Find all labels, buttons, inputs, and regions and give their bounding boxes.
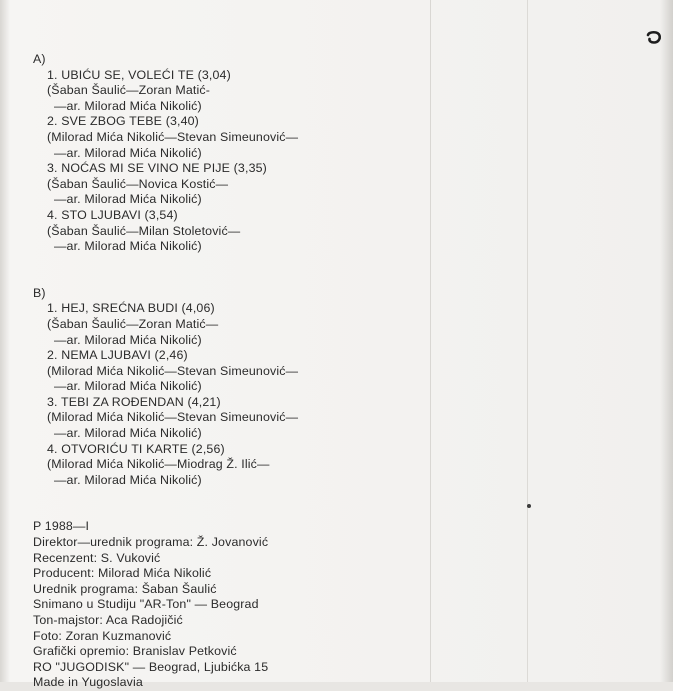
- credits-gap: [33, 488, 298, 519]
- left-edge-shadow: [0, 0, 10, 682]
- side-a-track-1-credits-line-2: —ar. Milorad Mića Nikolić): [54, 98, 202, 113]
- side-a-track-3-credits-line-2: —ar. Milorad Mića Nikolić): [54, 192, 202, 207]
- side-b-track-4-credits-line-1: (Milorad Mića Nikolić—Miodrag Ž. Ilić—: [47, 457, 270, 472]
- side-a-track-3-credits-line-1: (Šaban Šaulić—Novica Kostić—: [47, 176, 229, 191]
- side-b-track-4-credits-line-2: —ar. Milorad Mića Nikolić): [54, 472, 202, 487]
- credit-graphic-design: Grafički opremio: Branislav Petković: [33, 644, 237, 659]
- credit-label-address: RO "JUGODISK" — Beograd, Ljubićka 15: [33, 659, 269, 674]
- right-edge-shadow: [660, 0, 673, 682]
- side-a-track-1-credits-line-1: (Šaban Šaulić—Zoran Matić-: [47, 83, 210, 98]
- side-b-track-2-title: 2. NEMA LJUBAVI (2,46): [47, 348, 188, 363]
- side-b-label: B): [33, 285, 46, 300]
- track-listing: [33, 52, 298, 691]
- side-a-track-4-credits-line-1: (Šaban Šaulić—Milan Stoletović—: [47, 223, 241, 238]
- side-b-track-1-credits-line-1: (Šaban Šaulić—Zoran Matić—: [47, 316, 219, 331]
- credit-studio: Snimano u Studiju "AR-Ton" — Beograd: [33, 597, 259, 612]
- jugodisk-logo-icon: [645, 28, 663, 46]
- side-b-track-2-credits-line-1: (Milorad Mića Nikolić—Stevan Simeunović—: [47, 363, 299, 378]
- side-a-track-2-title: 2. SVE ZBOG TEBE (3,40): [47, 114, 199, 129]
- side-b-track-3-credits-line-1: (Milorad Mića Nikolić—Stevan Simeunović—: [47, 410, 299, 425]
- credit-reviewer: Recenzent: S. Vuković: [33, 550, 161, 565]
- credit-director: Direktor—urednik programa: Ž. Jovanović: [33, 535, 269, 550]
- side-gap: [33, 255, 298, 286]
- side-b-track-2-credits-line-2: —ar. Milorad Mića Nikolić): [54, 379, 202, 394]
- fold-line-2: [527, 0, 528, 682]
- side-a-track-2-credits-line-1: (Milorad Mića Nikolić—Stevan Simeunović—: [47, 129, 299, 144]
- side-b-track-4-title: 4. OTVORIĆU TI KARTE (2,56): [47, 441, 225, 456]
- side-a-track-1-title: 1. UBIĆU SE, VOLEĆI TE (3,04): [47, 67, 231, 82]
- side-a-track-3-title: 3. NOĆAS MI SE VINO NE PIJE (3,35): [47, 161, 267, 176]
- side-a-label: A): [33, 52, 46, 66]
- side-b-track-1-title: 1. HEJ, SREĆNA BUDI (4,06): [47, 301, 215, 316]
- side-b-track-1-credits-line-2: —ar. Milorad Mića Nikolić): [54, 332, 202, 347]
- fold-line-1: [430, 0, 431, 682]
- credit-producer: Producent: Milorad Mića Nikolić: [33, 566, 212, 581]
- credit-program-editor: Urednik programa: Šaban Šaulić: [33, 581, 217, 596]
- credit-copyright-line: P 1988—I: [33, 519, 90, 534]
- side-a-track-4-title: 4. STO LJUBAVI (3,54): [47, 207, 178, 222]
- side-a-track-2-credits-line-2: —ar. Milorad Mića Nikolić): [54, 145, 202, 160]
- side-b-track-3-credits-line-2: —ar. Milorad Mića Nikolić): [54, 426, 202, 441]
- credit-photo: Foto: Zoran Kuzmanović: [33, 628, 172, 643]
- credit-sound-engineer: Ton-majstor: Aca Radojičić: [33, 613, 183, 627]
- side-b-track-3-title: 3. TEBI ZA ROĐENDAN (4,21): [47, 394, 221, 409]
- credit-made-in: Made in Yugoslavia: [33, 675, 143, 690]
- ink-speck: [527, 504, 531, 508]
- side-a-track-4-credits-line-2: —ar. Milorad Mića Nikolić): [54, 239, 202, 254]
